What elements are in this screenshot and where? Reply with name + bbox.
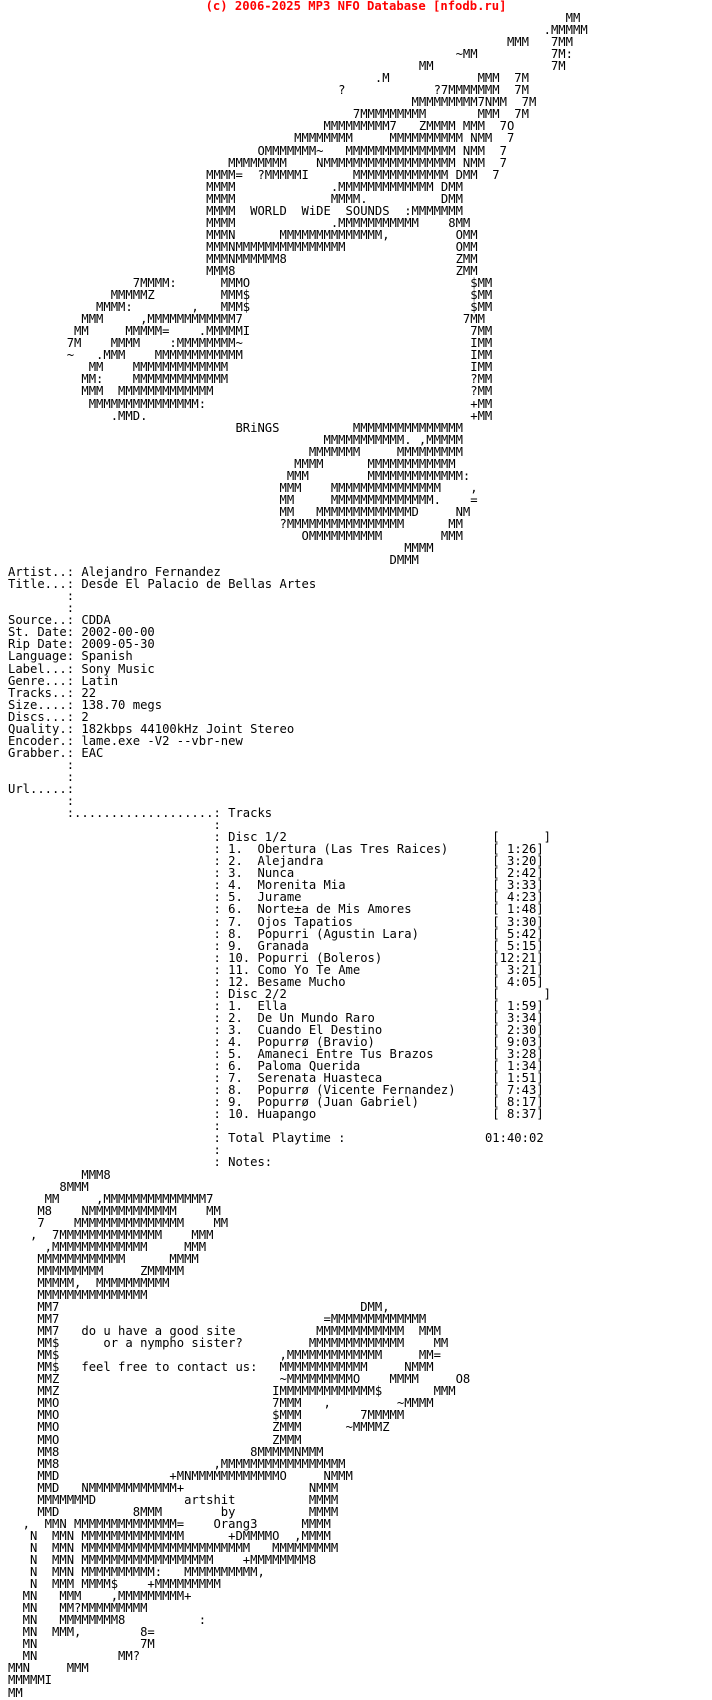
track-time: 3:20: [499, 854, 537, 869]
track-time: 5:15: [499, 938, 537, 953]
track-time: 7:43: [499, 1083, 537, 1098]
label-artist: Artist..:: [8, 565, 82, 580]
track-title: Ojos Tapatios: [257, 914, 493, 929]
track-time: 3:30: [499, 914, 537, 929]
track-number: 3.: [228, 1022, 258, 1037]
label-size: Size....:: [8, 697, 82, 712]
track-number: 6.: [228, 1059, 258, 1074]
track-time: 2:42: [499, 866, 537, 881]
track-number: 10.: [228, 1107, 258, 1122]
track-time: 1:51: [499, 1071, 537, 1086]
track-time: 9:03: [499, 1034, 537, 1049]
tracks-value: 22: [81, 685, 97, 700]
track-number: 9.: [228, 938, 258, 953]
language-value: Spanish: [81, 649, 133, 664]
track-time: 3:34: [499, 1010, 537, 1025]
track-number: 2.: [228, 854, 258, 869]
track-time: 1:48: [499, 902, 537, 917]
quality-value: 182kbps 44100kHz Joint Stereo: [81, 721, 295, 736]
label-street-date: St. Date:: [8, 625, 82, 640]
tracklist-heading: Tracks: [228, 806, 273, 821]
track-number: 12.: [228, 974, 258, 989]
track-number: 11.: [228, 962, 258, 977]
nfo-text: MM .MMMMM MMM 7MM ~MM 7M: MM 7M .M MMM 7M ? ?7MMMMMMM 7M MMMMMMMMM7NMM 7M 7MMMMMMMMM MMM 7M MMMMMMMMM7 ZMMMM MMM 7O MMMMMMMM MMMMMMMMMM NMM 7 OMMMMMMM~ MMMMMMMMMMMMMMM NMM 7 MMMMMMMM NMMMMMMMMMMMMMMMMMM NMM 7 MMMM= ?MMMMMI MMMMMMMMMMMMM DMM 7 MMMM .MMMMMMMMMMMMM DMM MMMM MMMM. DMM MMMM WORLD WiDE SOUNDS :MMMMMMM MMMM .MMMMMMMMMMM 8MM MMMN MMMMMMMMMMMMMM, OMM MMMNMMMMMMMMMMMMMMM OMM MMMNMMMMMM8 ZMM MMM8 ZMM 7MMMM: MMMO $MM MMMMMZ MMM$ $MM MMMM: , MMM$ $MM MMM ,MMMMMMMMMMMM7 7MM MM MMMMM= .MMMMMI 7MM 7M MMMM :MMMMMMMM~ IMM ~ .MMM MMMMMMMMMMMM IMM MM MMMMMMMMMMMMM IMM MM: MMMMMMMMMMMMM ?MM MMM MMMMMMMMMMMMM ?MM MMMMMMMMMMMMMMM: +MM .MMD. +MM BRiNGS MMMMMMMMMMMMMMM MMMMMMMMMMM. ,MMMMM MMMMMMM MMMMMMMMM MMMM MMMMMMMMMMMM MMM MMMMMMMMMMMMM: MMM MMMMMMMMMMMMMMM , MM MMMMMMMMMMMMMM. = MM MMMMMMMMMMMMMD NM ?MMMMMMMMMMMMMMMM MM OMMMMMMMMMM MMM MMMM DMMM Artist..: Alejandro Fernandez Title...: Desde El Palacio de Bellas Artes : : Source..: CDDA St. Date: 2002-00-00 Rip Date: 2009-05-30 Language: Spanish Label...: Sony Music Genre...: Latin Tracks..: 22 Size....: 138.70 megs Discs...: 2 Quality.: 182kbps 44100kHz Joint Stereo Encoder.: lame.exe -V2 --vbr-new Grabber.: EAC : : Url.....: : :...................: Tracks : : Disc 1/2 [ ] : 1. Obertura (Las Tres Raices) [ 1:26] : 2. Alejandra [ 3:20] : 3. Nunca [ 2:42] : 4. Morenita Mia [ 3:33] : 5. Jurame [ 4:23] : 6. Norte±a de Mis Amores [ 1:48] : 7. Ojos Tapatios [ 3:30] : 8. Popurri (Agustin Lara) [ 5:42] : 9. Granada [ 5:15] : 10. Popurri (Boleros) [12:21] : 11. Como Yo Te Ame [ 3:21] : 12. Besame Mucho [ 4:05] : Disc 2/2 [ ] : 1. Ella [ 1:59] : 2. De Un Mundo Raro [ 3:34] : 3. Cuando El Destino [ 2:30] : 4. Popurrø (Bravio) [ 9:03] : 5. Amaneci Entre Tus Brazos [ 3:28] : 6. Paloma Querida [ 1:34] : 7. Serenata Huasteca [ 1:51] : 8. Popurrø (Vicente Fernandez) [ 7:43] : 9. Popurrø (Juan Gabriel) [ 8:17] : 10. Huapango [ 8:37] : : Total Playtime : 01:40:02 : : Notes: MMM8 8MMM MM ,MMMMMMMMMMMMMM7 M8 NMMMMMMMMMMMM MM 7 MMMMMMMMMMMMMMM MM , 7MMMMMMMMMMMMMM MMM ,MMMMMMMMMMMMM MMM MMMMMMMMMMMM MMMM MMMMMMMMM ZMMMMM MMMMM, MMMMMMMMMM MMMMMMMMMMMMMMM MM7 DMM, MM7 =MMMMMMMMMMMMM MM7 do u have a good site MMMMMMMMMMMM MMM MM$ or a nympho sister? MMMMMMMMMMMMM MM MM$ ,MMMMMMMMMMMMM MM= MM$ feel free to contact us: MMMMMMMMMMMM NMMM MMZ ~MMMMMMMMMO MMMM O8 MMZ IMMMMMMMMMMMMM$ MMM MMO 7MMM , ~MMMM MMO $MMM 7MMMMM MMO ZMMM ~MMMMZ MMO ZMMM MM8 8MMMMMNMMM MM8 ,MMMMMMMMMMMMMMMMM MMD +MNMMMMMMMMMMMMO NMMM MMD NMMMMMMMMMMMM+ NMMM MMMMMMMD artshit MMMM MMD 8MMM by MMMM , MMN MMMMMMMMMMMMMM= Orang3 MMMM N MMN MMMMMMMMMMMMMM +DMMMMO ,MMMM N MMN MMMMMMMMMMMMMMMMMMMMMMM MMMMMMMMM N MMN MMMMMMMMMMMMMMMMMM +MMMMMMMM8 N MMN MMMMMMMMMM: MMMMMMMMMM, N MMM MMMM$ +MMMMMMMMM MN MMM ,MMMMMMMMM+ MN MM?MMMMMMMMM MN MMMMMMMM8 : MN MMM, 8= MN 7M MN MM? MMN MMM MMMMMI MM: [8, 11, 588, 1700]
label-grabber: Grabber.:: [8, 745, 82, 760]
track-title: Ella: [257, 998, 493, 1013]
label-discs: Discs...:: [8, 709, 82, 724]
track-title: Serenata Huasteca: [257, 1071, 493, 1086]
track-title: Norte±a de Mis Amores: [257, 902, 493, 917]
discs-value: 2: [81, 709, 89, 724]
track-time: 3:33: [499, 878, 537, 893]
track-time: 4:23: [499, 890, 537, 905]
label-label: Label...:: [8, 661, 82, 676]
track-title: Popurri (Boleros): [257, 950, 493, 965]
total-playtime-value: 01:40:02: [484, 1131, 544, 1146]
label-source: Source..:: [8, 613, 82, 628]
notes-label: Notes:: [228, 1155, 273, 1170]
track-title: Popurrø (Juan Gabriel): [257, 1095, 493, 1110]
track-number: 3.: [228, 866, 258, 881]
label-value: Sony Music: [81, 661, 155, 676]
track-title: Nunca: [257, 866, 493, 881]
track-number: 9.: [228, 1095, 258, 1110]
tracklist: : : Disc 1/2 [ ] : 1. Obertura (Las Tres Raices) [ 1:26] : 2. Alejandra [ 3:20] : 3. Nunca [ 2:42] : 4. Morenita Mia [ 3:33] : 5. Jurame [ 4:23] : 6. Norte±a de Mis Amores [ 1:48] : 7. Ojos Tapatios [ 3:30] : 8. Popurri (Agustin Lara) [ 5:42] : 9. Granada [ 5:15] : 10. Popurri (Boleros) [12:21] : 11. Como Yo Te Ame [ 3:21] : 12. Besame Mucho [ 4:05] : Disc 2/2 [ ] : 1. Ella [ 1:59] : 2. De Un Mundo Raro [ 3:34] : 3. Cuando El Destino [ 2:30] : 4. Popurrø (Bravio) [ 9:03] : 5. Amaneci Entre Tus Brazos [ 3:28] : 6. Paloma Querida [ 1:34] : 7. Serenata Huasteca [ 1:51] : 8. Popurrø (Vicente Fernandez) [ 7:43] : 9. Popurrø (Juan Gabriel) [ 8:17] : 10. Huapango [ 8:37]: [8, 818, 551, 1122]
encoder-value: lame.exe -V2 --vbr-new: [81, 733, 243, 748]
track-title: De Un Mundo Raro: [257, 1010, 493, 1025]
street-date-value: 2002-00-00: [81, 625, 155, 640]
label-url: Url.....:: [8, 782, 82, 796]
size-value: 138.70 megs: [81, 697, 163, 712]
track-title: Jurame: [257, 890, 493, 905]
track-title: Popurri (Agustin Lara): [257, 926, 493, 941]
track-number: 1.: [228, 998, 258, 1013]
rip-date-value: 2009-05-30: [81, 637, 155, 652]
track-number: 1.: [228, 842, 258, 857]
track-title: Obertura (Las Tres Raices): [257, 842, 493, 857]
track-title: Besame Mucho: [257, 974, 493, 989]
track-time: 8:37: [499, 1107, 537, 1122]
label-genre: Genre...:: [8, 673, 82, 688]
track-title: Granada: [257, 938, 493, 953]
track-title: Popurrø (Vicente Fernandez): [257, 1083, 493, 1098]
track-number: 8.: [228, 1083, 258, 1098]
track-title: Alejandra: [257, 854, 493, 869]
source-value: CDDA: [81, 613, 111, 628]
track-time: 3:28: [499, 1047, 537, 1062]
label-quality: Quality.:: [8, 721, 82, 736]
track-number: 6.: [228, 902, 258, 917]
label-tracks: Tracks..:: [8, 685, 82, 700]
track-title: Huapango: [257, 1107, 493, 1122]
track-title: Popurrø (Bravio): [257, 1034, 493, 1049]
track-time: 1:59: [499, 998, 537, 1013]
track-time: 1:26: [499, 842, 537, 857]
track-title: Cuando El Destino: [257, 1022, 493, 1037]
track-number: 5.: [228, 890, 258, 905]
track-number: 4.: [228, 878, 258, 893]
track-number: 8.: [228, 926, 258, 941]
track-time: 5:42: [499, 926, 537, 941]
disc-label: Disc 2/2: [228, 986, 493, 1001]
total-playtime-label: Total Playtime :: [228, 1131, 346, 1146]
track-number: 7.: [228, 914, 258, 929]
track-title: Paloma Querida: [257, 1059, 493, 1074]
genre-value: Latin: [81, 673, 119, 688]
track-title: Como Yo Te Ame: [257, 962, 493, 977]
label-language: Language:: [8, 649, 82, 664]
label-title: Title...:: [8, 577, 82, 592]
track-number: 10.: [228, 950, 258, 965]
artist-value: Alejandro Fernandez: [81, 565, 221, 580]
track-number: 7.: [228, 1071, 258, 1086]
track-title: Morenita Mia: [257, 878, 493, 893]
ascii-art-bottom: MMM8 8MMM MM ,MMMMMMMMMMMMMM7 M8 NMMMMMMMMMMMM MM 7 MMMMMMMMMMMMMMM MM , 7MMMMMMMMMMMMMM MMM ,MMMMMMMMMMMMM MMM MMMMMMMMMMMM MMMM MMMMMMMMM ZMMMMM MMMMM, MMMMMMMMMM MMMMMMMMMMMMMMM MM7 DMM, MM7 =MMMMMMMMMMMMM MM7 do u have a good site MMMMMMMMMMMM MMM MM$ or a nympho sister? MMMMMMMMMMMMM MM MM$ ,MMMMMMMMMMMMM MM= MM$ feel free to contact us: MMMMMMMMMMMM NMMM MMZ ~MMMMMMMMMO MMMM O8 MMZ IMMMMMMMMMMMMM$ MMM MMO 7MMM , ~MMMM MMO $MMM 7MMMMM MMO ZMMM ~MMMMZ MMO ZMMM MM8 8MMMMMNMMM MM8 ,MMMMMMMMMMMMMMMMM MMD +MNMMMMMMMMMMMMO NMMM MMD NMMMMMMMMMMMM+ NMMM MMMMMMMD artshit MMMM MMD 8MMM by MMMM , MMN MMMMMMMMMMMMMM= Orang3 MMMM N MMN MMMMMMMMMMMMMM +DMMMMO ,MMMM N MMN MMMMMMMMMMMMMMMMMMMMMMM MMMMMMMMM N MMN MMMMMMMMMMMMMMMMMM +MMMMMMMM8 N MMN MMMMMMMMMM: MMMMMMMMMM, N MMM MMMM$ +MMMMMMMMM MN MMM ,MMMMMMMMM+ MN MM?MMMMMMMMM MN MMMMMMMM8 : MN MMM, 8= MN 7M MN MM? MMN MMM MMMMMI MM: [8, 1167, 471, 1700]
track-time: 2:30: [499, 1022, 537, 1037]
grabber-value: EAC: [81, 745, 104, 760]
copyright-header: (c) 2006-2025 MP3 NFO Database [nfodb.ru]: [205, 0, 507, 13]
track-number: 2.: [228, 1010, 258, 1025]
track-time: 1:34: [499, 1059, 537, 1074]
track-title: Amaneci Entre Tus Brazos: [257, 1047, 493, 1062]
track-time: 3:21: [499, 962, 537, 977]
track-time: 8:17: [499, 1095, 537, 1110]
track-time: 4:05: [499, 974, 537, 989]
ascii-art-logo: MM .MMMMM MMM 7MM ~MM 7M: MM 7M .M MMM 7M ? ?7MMMMMMM 7M MMMMMMMMM7NMM 7M 7MMMMMMMMM MMM 7M MMMMMMMMM7 ZMMMM MMM 7O MMMMMMMM MMMMMMMMMM NMM 7 OMMMMMMM~ MMMMMMMMMMMMMMM NMM 7 MMMMMMMM NMMMMMMMMMMMMMMMMMM NMM 7 MMMM= ?MMMMMI MMMMMMMMMMMMM DMM 7 MMMM .MMMMMMMMMMMMM DMM MMMM MMMM. DMM MMMM WORLD WiDE SOUNDS :MMMMMMM MMMM .MMMMMMMMMMM 8MM MMMN MMMMMMMMMMMMMM, OMM MMMNMMMMMMMMMMMMMMM OMM MMMNMMMMMM8 ZMM MMM8 ZMM 7MMMM: MMMO $MM MMMMMZ MMM$ $MM MMMM: , MMM$ $MM MMM ,MMMMMMMMMMMM7 7MM MM MMMMM= .MMMMMI 7MM 7M MMMM :MMMMMMMM~ IMM ~ .MMM MMMMMMMMMMMM IMM MM MMMMMMMMMMMMM IMM MM: MMMMMMMMMMMMM ?MM MMM MMMMMMMMMMMMM ?MM MMMMMMMMMMMMMMM: +MM .MMD. +MM BRiNGS MMMMMMMMMMMMMMM MMMMMMMMMMM. ,MMMMM MMMMMMM MMMMMMMMM MMMM MMMMMMMMMMMM MMM MMMMMMMMMMMMM: MMM MMMMMMMMMMMMMMM , MM MMMMMMMMMMMMMM. = MM MMMMMMMMMMMMMD NM ?MMMMMMMMMMMMMMMM MM OMMMMMMMMMM MMM MMMM DMMM: [66, 11, 588, 568]
track-number: 4.: [228, 1034, 258, 1049]
label-encoder: Encoder.:: [8, 733, 82, 748]
label-rip-date: Rip Date:: [8, 637, 82, 652]
title-value: Desde El Palacio de Bellas Artes: [81, 577, 317, 592]
disc-label: Disc 1/2: [228, 830, 493, 845]
track-time: 12:21: [499, 950, 537, 965]
track-number: 5.: [228, 1047, 258, 1062]
